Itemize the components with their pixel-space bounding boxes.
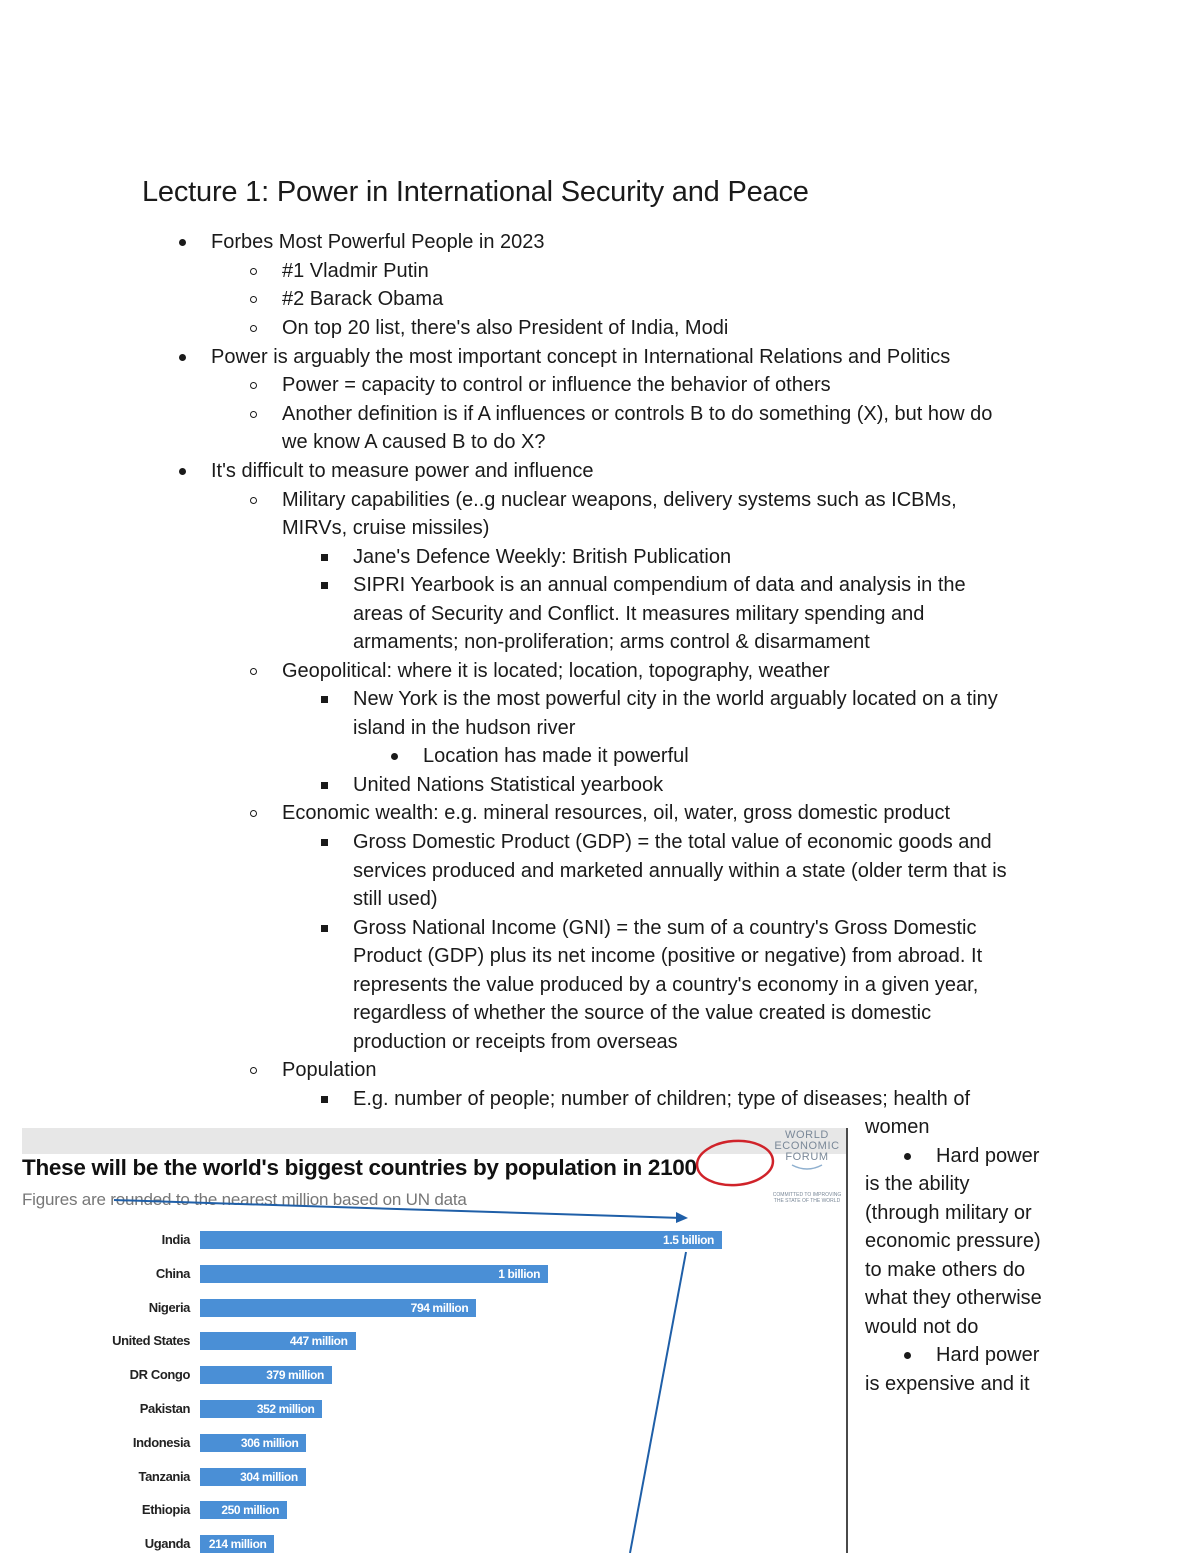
bar-value-label: 214 million (208, 1537, 267, 1552)
category-label: Pakistan (139, 1401, 190, 1416)
list-item-text: New York is the most powerful city in the world arguably located on a tiny (353, 688, 998, 710)
annotation-circle-icon (696, 1138, 775, 1187)
annotation-down-line (630, 1252, 686, 1553)
list-item-text: Geopolitical: where it is located; location, topography, weather (282, 660, 830, 682)
list-item-text: Economic wealth: e.g. mineral resources, oil, water, gross domestic product (282, 802, 951, 824)
wef-logo-tagline: COMMITTED TO IMPROVING THE STATE OF THE WORLD (772, 1192, 842, 1204)
square-marker-icon (321, 696, 328, 703)
side-text-line: (through military or (865, 1202, 1032, 1224)
list-item-text: Forbes Most Powerful People in 2023 (211, 231, 545, 253)
list-item-text: #1 Vladmir Putin (282, 260, 429, 282)
side-text-line: economic pressure) (865, 1230, 1041, 1252)
side-text-line: Hard power (936, 1344, 1040, 1366)
list-item-text: armaments; non-proliferation; arms control & disarmament (353, 631, 870, 653)
list-item-text: Another definition is if A influences or controls B to do something (X), but how do (282, 403, 993, 425)
bar-value-label: 1 billion (498, 1266, 540, 1281)
square-marker-icon (321, 554, 328, 561)
list-item-text: Military capabilities (e..g nuclear weapons, delivery systems such as ICBMs, (282, 489, 957, 511)
list-item-text: represents the value produced by a country's economy in a given year, (353, 974, 979, 996)
bar-value-label: 1.5 billion (663, 1233, 714, 1247)
list-item-text: Power = capacity to control or influence the behavior of others (282, 374, 831, 396)
bar-value-label: 447 million (289, 1334, 348, 1349)
bar-value-label: 306 million (240, 1435, 299, 1450)
annotation-arrowhead-icon (676, 1212, 688, 1223)
bar-value-label: 250 million (221, 1503, 279, 1518)
bullet-marker-icon (391, 753, 398, 760)
category-label: China (155, 1265, 190, 1281)
category-label: Uganda (144, 1536, 190, 1552)
wef-logo-line-1: WORLD (785, 1129, 829, 1141)
circle-marker-icon (250, 810, 257, 817)
list-item-text: United Nations Statistical yearbook (353, 774, 664, 796)
bar-value-label: 379 million (266, 1368, 324, 1383)
list-item-text: services produced and marketed annually within a state (older term that is (353, 860, 1007, 882)
square-marker-icon (321, 1096, 328, 1103)
side-text-line: to make others do (865, 1259, 1026, 1281)
square-marker-icon (321, 839, 328, 846)
bar-value-label: 304 million (240, 1469, 298, 1484)
chart-subtitle: Figures are rounded to the nearest million based on UN data (22, 1190, 467, 1209)
circle-marker-icon (250, 268, 257, 275)
hand-annotations (22, 1128, 848, 1553)
category-label: India (161, 1232, 190, 1247)
chart-title: These will be the world's biggest countries by population in 2100 (22, 1155, 697, 1180)
list-item-text: Product (GDP) plus its net income (positive or negative) from abroad. It (353, 945, 983, 967)
list-item-text: we know A caused B to do X? (282, 431, 546, 453)
list-item-text: production or receipts from overseas (353, 1031, 678, 1053)
side-text-line: would not do (865, 1316, 979, 1338)
circle-marker-icon (250, 382, 257, 389)
list-item-text: Power is arguably the most important concept in International Relations and Politics (211, 346, 951, 368)
side-text-line: Hard power (936, 1145, 1040, 1167)
list-item-text: areas of Security and Conflict. It measures military spending and (353, 603, 925, 625)
side-text-line: is the ability (865, 1173, 970, 1195)
bar-value-label: 794 million (410, 1300, 469, 1315)
circle-marker-icon (250, 668, 257, 675)
wef-logo-line-3: FORUM (785, 1151, 829, 1163)
document-title: Lecture 1: Power in International Security and Peace (142, 176, 809, 208)
circle-marker-icon (250, 497, 257, 504)
bullet-marker-icon (179, 354, 186, 361)
category-label: Nigeria (148, 1299, 190, 1315)
side-text-line: what they otherwise (865, 1287, 1042, 1309)
list-item-text: On top 20 list, there's also President of India, Modi (282, 317, 729, 339)
list-item-text: It's difficult to measure power and influence (211, 460, 594, 482)
square-marker-icon (321, 782, 328, 789)
list-item-text: Location has made it powerful (423, 745, 689, 767)
category-label: Tanzania (138, 1468, 190, 1484)
side-text-line: is expensive and it (865, 1373, 1030, 1395)
bar-value-label: 352 million (256, 1402, 315, 1416)
category-label: Ethiopia (141, 1502, 190, 1518)
list-item-text: regardless of whether the source of the value created is domestic (353, 1002, 932, 1024)
square-marker-icon (321, 925, 328, 932)
list-item-text: still used) (353, 888, 438, 910)
bullet-marker-icon (179, 468, 186, 475)
bullet-marker-icon (904, 1352, 911, 1359)
wef-logo-line-2: ECONOMIC (774, 1140, 840, 1152)
square-marker-icon (321, 582, 328, 589)
list-item-text: MIRVs, cruise missiles) (282, 517, 490, 539)
category-label: DR Congo (129, 1367, 190, 1383)
list-item-text: island in the hudson river (353, 717, 576, 739)
annotation-strike-line (114, 1200, 682, 1218)
circle-marker-icon (250, 325, 257, 332)
bullet-marker-icon (179, 239, 186, 246)
list-item-text: Population (282, 1059, 377, 1081)
population-chart (22, 1128, 848, 1553)
list-item-text: Jane's Defence Weekly: British Publication (353, 546, 732, 568)
bullet-marker-icon (904, 1153, 911, 1160)
list-item-text: E.g. number of people; number of children; type of diseases; health of (353, 1088, 971, 1110)
circle-marker-icon (250, 1067, 257, 1074)
circle-marker-icon (250, 296, 257, 303)
category-label: United States (112, 1333, 190, 1349)
circle-marker-icon (250, 411, 257, 418)
list-item-text: SIPRI Yearbook is an annual compendium of data and analysis in the (353, 574, 966, 596)
list-item-text: Gross National Income (GNI) = the sum of a country's Gross Domestic (353, 917, 977, 939)
category-label: Indonesia (132, 1434, 190, 1450)
side-text-line: women (865, 1116, 930, 1138)
list-item-text: #2 Barack Obama (282, 288, 444, 310)
list-item-text: Gross Domestic Product (GDP) = the total value of economic goods and (353, 831, 992, 853)
